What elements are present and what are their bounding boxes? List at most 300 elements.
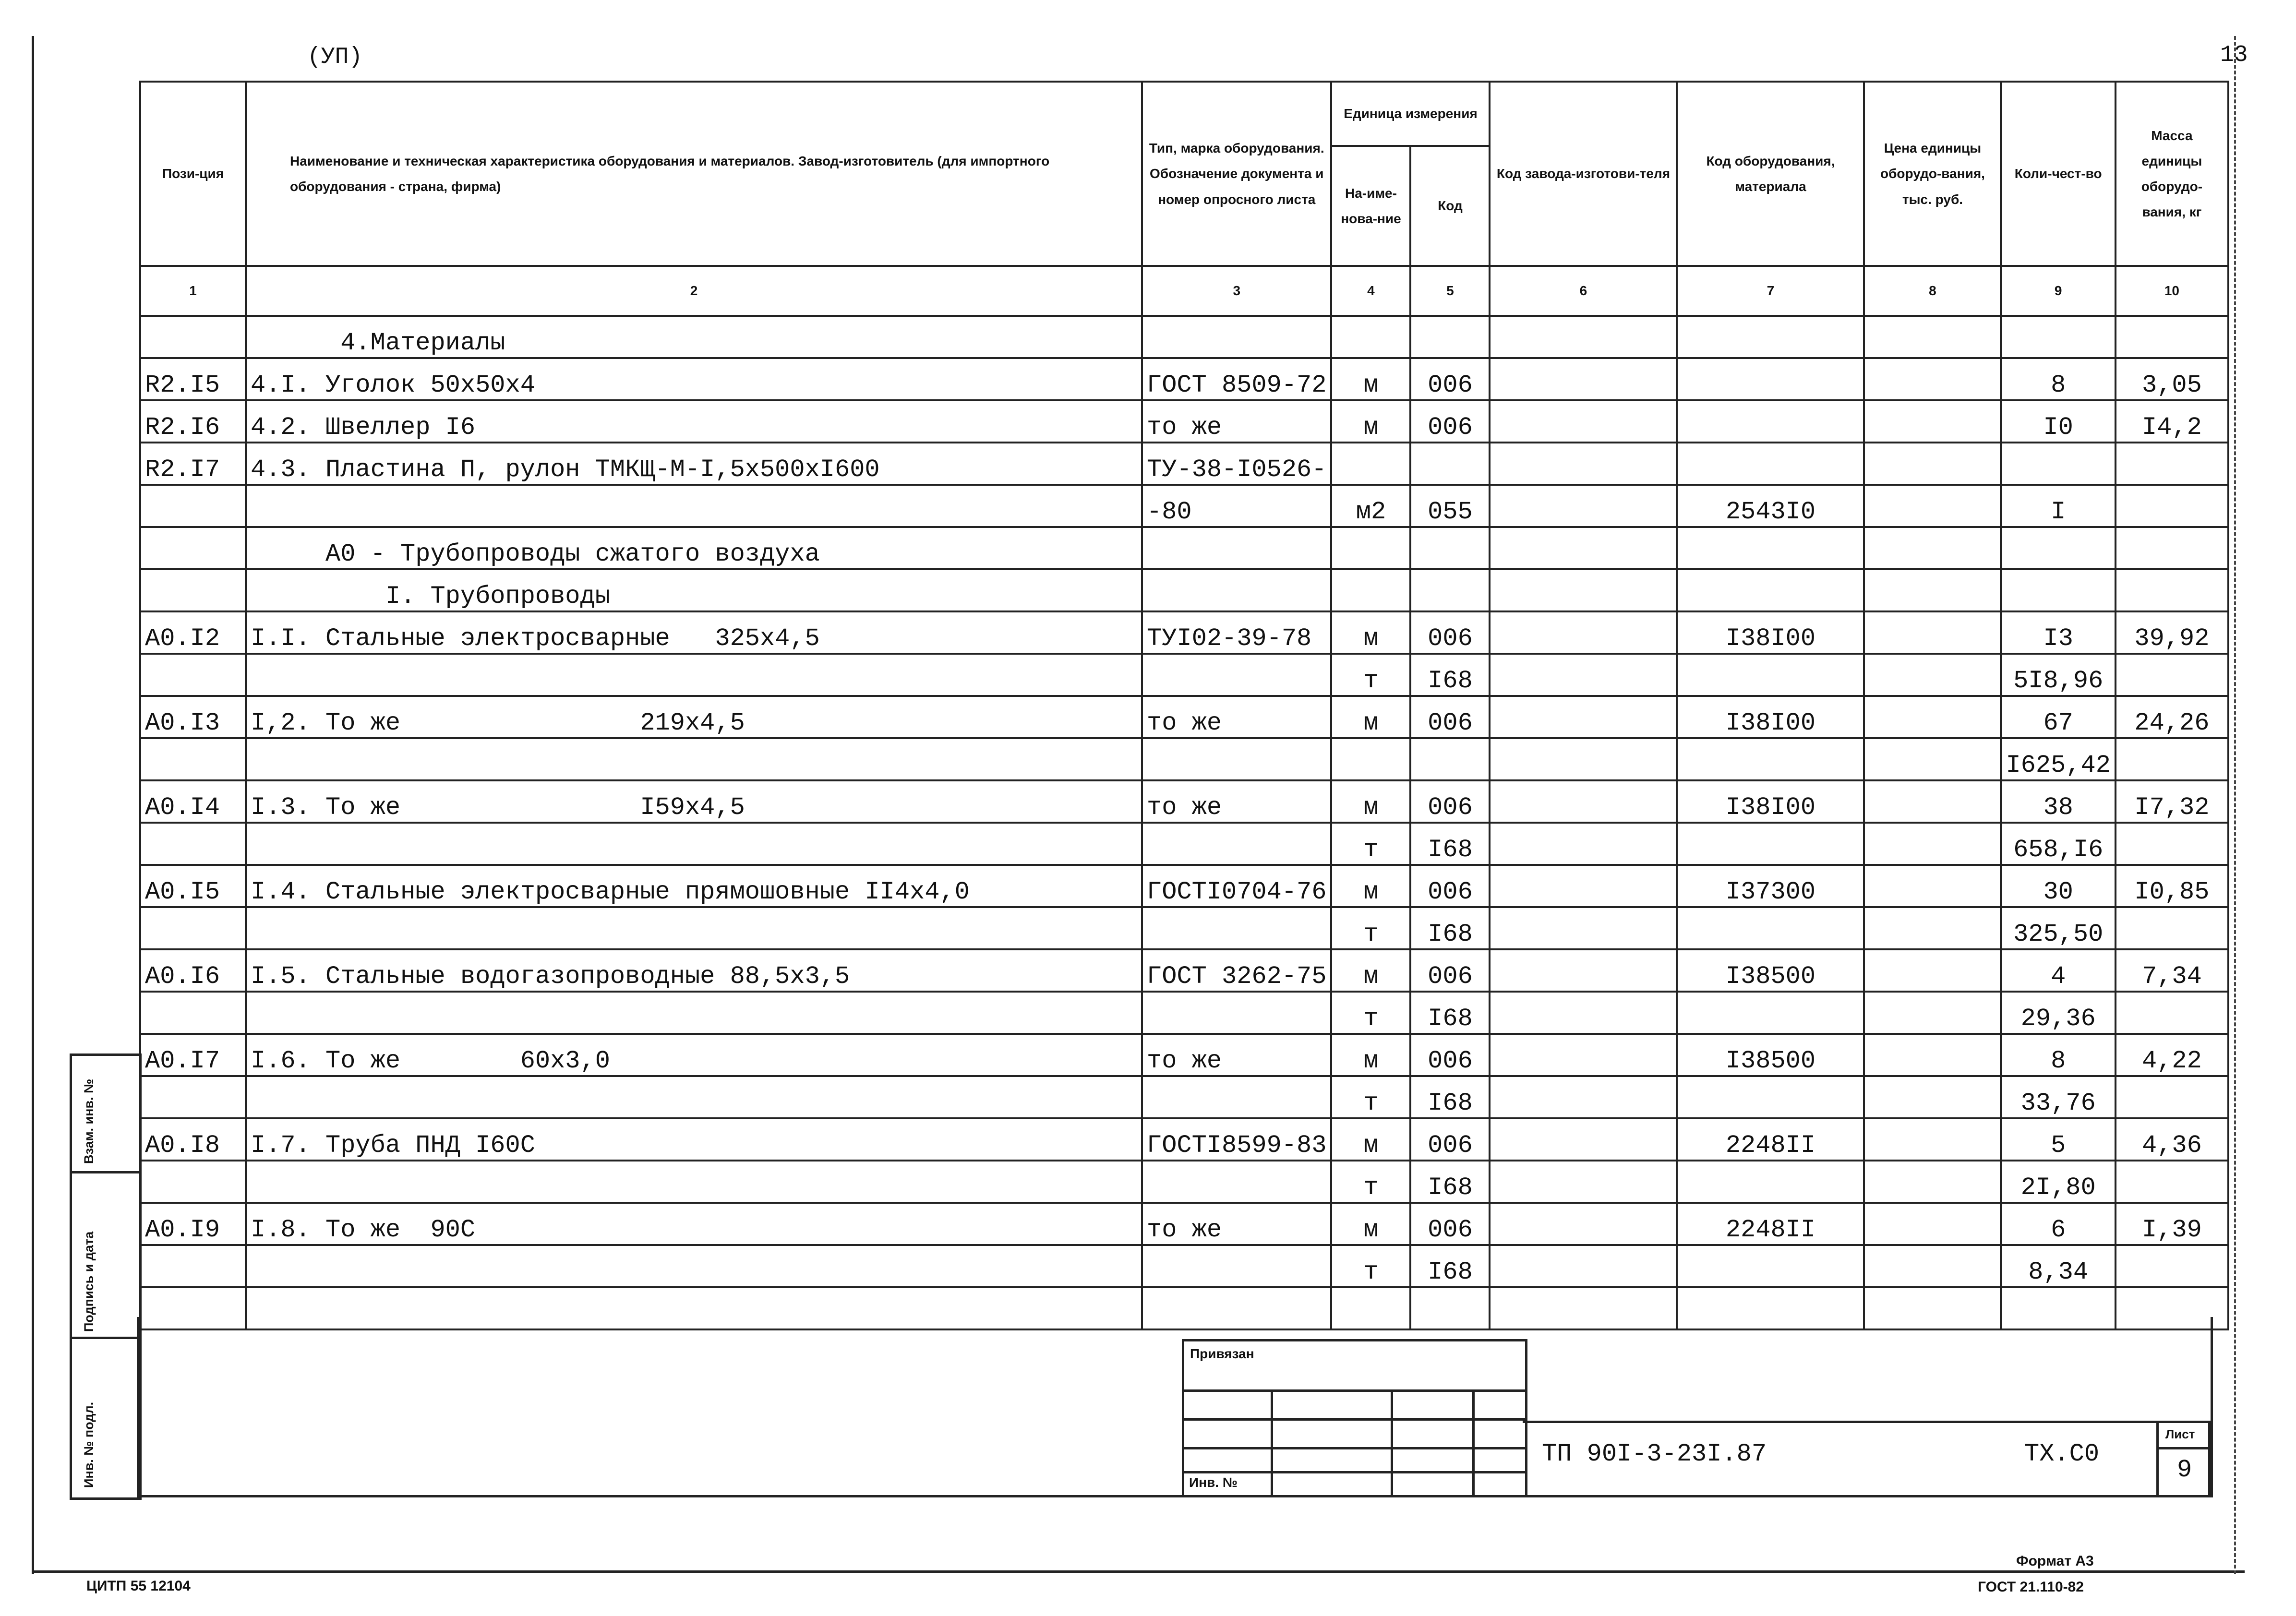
cell-factory-code <box>1490 316 1677 358</box>
cell-material-code <box>1677 358 1864 400</box>
table-row <box>140 1245 2228 1287</box>
cell-type <box>1142 992 1331 1034</box>
col-number: 5 <box>1410 266 1490 316</box>
cell-unit-code: I68 <box>1410 654 1490 696</box>
table-row <box>140 358 2228 400</box>
form-code: (УП) <box>307 44 363 70</box>
cell-material-code: I38I00 <box>1677 780 1864 823</box>
cell-unit: т <box>1331 992 1410 1034</box>
cell-mass: 3,05 <box>2116 358 2228 400</box>
cell-price <box>1864 949 2001 992</box>
cell-unit: т <box>1331 1161 1410 1203</box>
cell-material-code: I38500 <box>1677 949 1864 992</box>
cell-mass <box>2116 1076 2228 1118</box>
cell-factory-code <box>1490 400 1677 443</box>
col-number: 4 <box>1331 266 1410 316</box>
cell-position: R2.I7 <box>140 443 246 485</box>
cell-name: I.3. То же I59х4,5 <box>246 780 1142 823</box>
cell-mass <box>2116 443 2228 485</box>
cell-type: ГОСТ 8509-72 <box>1142 358 1331 400</box>
cell-unit-code <box>1410 443 1490 485</box>
table-row <box>140 865 2228 907</box>
col-number: 1 <box>140 266 246 316</box>
table-row <box>140 1161 2228 1203</box>
table-row <box>140 654 2228 696</box>
col-number: 7 <box>1677 266 1864 316</box>
cell-material-code <box>1677 1161 1864 1203</box>
format-label: Формат А3 <box>2016 1553 2094 1569</box>
cell-type: то же <box>1142 696 1331 738</box>
cell-type <box>1142 527 1331 569</box>
cell-material-code <box>1677 400 1864 443</box>
inv-number-label: Инв. № <box>1189 1475 1238 1490</box>
cell-price <box>1864 1034 2001 1076</box>
cell-position: А0.I6 <box>140 949 246 992</box>
header-unit-name: На-име-нова-ние <box>1331 146 1410 266</box>
cell-price <box>1864 1245 2001 1287</box>
document-code: ТП 90I-3-23I.87 <box>1542 1440 1767 1468</box>
cell-type: ГОСТI8599-83 <box>1142 1118 1331 1161</box>
cell-unit: т <box>1331 654 1410 696</box>
cell-position <box>140 823 246 865</box>
cell-price <box>1864 865 2001 907</box>
cell-price <box>1864 485 2001 527</box>
cell-type: то же <box>1142 780 1331 823</box>
cell-factory-code <box>1490 1034 1677 1076</box>
cell-unit-code: 006 <box>1410 400 1490 443</box>
cell-unit <box>1331 443 1410 485</box>
cell-material-code <box>1677 992 1864 1034</box>
cell-factory-code <box>1490 865 1677 907</box>
table-row <box>140 1076 2228 1118</box>
table-row <box>140 485 2228 527</box>
cell-name: I.5. Стальные водогазопроводные 88,5х3,5 <box>246 949 1142 992</box>
cell-quantity: 8 <box>2001 1034 2115 1076</box>
cell-name <box>246 907 1142 949</box>
cell-quantity <box>2001 569 2115 611</box>
table-row <box>140 949 2228 992</box>
cell-position <box>140 738 246 780</box>
sheet-divider <box>2159 1447 2211 1449</box>
cell-factory-code <box>1490 1245 1677 1287</box>
cell-price <box>1864 738 2001 780</box>
cell-factory-code <box>1490 1203 1677 1245</box>
cell-name: I,2. То же 219х4,5 <box>246 696 1142 738</box>
cell-factory-code <box>1490 1118 1677 1161</box>
cell-name <box>246 1161 1142 1203</box>
cell-unit-code <box>1410 569 1490 611</box>
col-number: 8 <box>1864 266 2001 316</box>
table-row <box>140 738 2228 780</box>
cell-name: I.7. Труба ПНД I60С <box>246 1118 1142 1161</box>
cell-quantity: 8,34 <box>2001 1245 2115 1287</box>
cell-quantity: 30 <box>2001 865 2115 907</box>
cell-name <box>246 485 1142 527</box>
header-material-code: Код оборудования, материала <box>1677 82 1864 266</box>
cell-name: I.4. Стальные электросварные прямошовные II4х4,0 <box>246 865 1142 907</box>
cell-factory-code <box>1490 780 1677 823</box>
cell-quantity: I625,42 <box>2001 738 2115 780</box>
cell-name: 4.2. Швеллер I6 <box>246 400 1142 443</box>
header-type: Тип, марка оборудования. Обозначение документа и номер опросного листа <box>1142 82 1331 266</box>
cell-unit: м <box>1331 358 1410 400</box>
table-row <box>140 316 2228 358</box>
cell-material-code <box>1677 1076 1864 1118</box>
cell-mass <box>2116 569 2228 611</box>
cell-quantity: I3 <box>2001 611 2115 654</box>
cell-unit: м2 <box>1331 485 1410 527</box>
cell-unit-code: I68 <box>1410 823 1490 865</box>
cell-mass <box>2116 823 2228 865</box>
table-row <box>140 569 2228 611</box>
cell-type: то же <box>1142 400 1331 443</box>
cell-position: А0.I2 <box>140 611 246 654</box>
cell-unit-code <box>1410 316 1490 358</box>
cell-mass <box>2116 1245 2228 1287</box>
cell-type: ГОСТ 3262-75 <box>1142 949 1331 992</box>
cell-unit <box>1331 738 1410 780</box>
cell-unit-code: I68 <box>1410 1076 1490 1118</box>
cell-factory-code <box>1490 992 1677 1034</box>
cell-position <box>140 907 246 949</box>
cell-unit: т <box>1331 823 1410 865</box>
cell-unit-code: I68 <box>1410 992 1490 1034</box>
cell-mass <box>2116 738 2228 780</box>
cell-quantity: 5I8,96 <box>2001 654 2115 696</box>
cell-position <box>140 527 246 569</box>
header-price: Цена единицы оборудо-вания, тыс. руб. <box>1864 82 2001 266</box>
cell-position: А0.I4 <box>140 780 246 823</box>
cell-name: 4.3. Пластина П, рулон ТМКЩ-М-I,5х500хI600 <box>246 443 1142 485</box>
title-block <box>1523 1421 2211 1497</box>
cell-name <box>246 823 1142 865</box>
header-unit-group: Единица измерения <box>1331 82 1490 146</box>
cell-type <box>1142 1245 1331 1287</box>
cell-position <box>140 316 246 358</box>
cell-mass <box>2116 527 2228 569</box>
side-stamp-inv-label: Инв. № подл. <box>82 1401 96 1488</box>
binding-block <box>1182 1339 1527 1497</box>
cell-unit-code: 006 <box>1410 780 1490 823</box>
cell-unit <box>1331 527 1410 569</box>
cell-price <box>1864 316 2001 358</box>
cell-type <box>1142 1161 1331 1203</box>
sheet-number: 9 <box>2177 1456 2192 1484</box>
cell-position: А0.I7 <box>140 1034 246 1076</box>
cell-mass <box>2116 907 2228 949</box>
cell-position <box>140 992 246 1034</box>
cell-unit-code: 006 <box>1410 1118 1490 1161</box>
header-quantity: Коли-чест-во <box>2001 82 2115 266</box>
cell-position <box>140 569 246 611</box>
binding-label: Привязан <box>1190 1346 1254 1361</box>
cell-position: А0.I8 <box>140 1118 246 1161</box>
cell-price <box>1864 696 2001 738</box>
cell-factory-code <box>1490 527 1677 569</box>
cell-price <box>1864 1203 2001 1245</box>
cell-unit-code: 006 <box>1410 696 1490 738</box>
cell-unit: м <box>1331 780 1410 823</box>
table-row <box>140 1203 2228 1245</box>
side-stamp-podpis <box>72 1173 139 1339</box>
cell-factory-code <box>1490 654 1677 696</box>
cell-quantity: 2I,80 <box>2001 1161 2115 1203</box>
cell-material-code: 2248II <box>1677 1118 1864 1161</box>
cell-name: I.8. То же 90С <box>246 1203 1142 1245</box>
cell-unit: м <box>1331 865 1410 907</box>
cell-name: I.I. Стальные электросварные 325х4,5 <box>246 611 1142 654</box>
cell-unit: м <box>1331 949 1410 992</box>
header-unit-code: Код <box>1410 146 1490 266</box>
cell-type <box>1142 316 1331 358</box>
header-factory-code: Код завода-изготови-теля <box>1490 82 1677 266</box>
cell-material-code: I38I00 <box>1677 696 1864 738</box>
document-mark: ТХ.С0 <box>2024 1440 2100 1468</box>
cell-name: А0 - Трубопроводы сжатого воздуха <box>246 527 1142 569</box>
cell-quantity <box>2001 443 2115 485</box>
side-stamp <box>70 1053 142 1500</box>
cell-price <box>1864 654 2001 696</box>
cell-quantity: 6 <box>2001 1203 2115 1245</box>
header-mass: Масса единицы оборудо-вания, кг <box>2116 82 2228 266</box>
cell-name: 4.I. Уголок 50х50х4 <box>246 358 1142 400</box>
specification-body <box>140 316 2228 1329</box>
table-row <box>140 1034 2228 1076</box>
cell-mass: I,39 <box>2116 1203 2228 1245</box>
side-stamp-podpis-label: Подпись и дата <box>82 1231 96 1332</box>
cell-quantity: 33,76 <box>2001 1076 2115 1118</box>
cell-unit: т <box>1331 907 1410 949</box>
cell-material-code: I38I00 <box>1677 611 1864 654</box>
cell-material-code: 2248II <box>1677 1203 1864 1245</box>
cell-type: ТУI02-39-78 <box>1142 611 1331 654</box>
cell-price <box>1864 527 2001 569</box>
sheet-box <box>2156 1423 2211 1495</box>
cell-position <box>140 1161 246 1203</box>
cell-name: I.6. То же 60х3,0 <box>246 1034 1142 1076</box>
cell-unit: м <box>1331 400 1410 443</box>
cell-unit: м <box>1331 696 1410 738</box>
cell-type: то же <box>1142 1034 1331 1076</box>
cell-material-code <box>1677 316 1864 358</box>
table-row <box>140 443 2228 485</box>
cell-type <box>1142 738 1331 780</box>
cell-price <box>1864 992 2001 1034</box>
cell-quantity: 8 <box>2001 358 2115 400</box>
cell-mass <box>2116 1161 2228 1203</box>
cell-mass <box>2116 316 2228 358</box>
cell-position: R2.I5 <box>140 358 246 400</box>
cell-material-code <box>1677 527 1864 569</box>
cell-factory-code <box>1490 611 1677 654</box>
cell-unit: м <box>1331 1034 1410 1076</box>
cell-price <box>1864 611 2001 654</box>
cell-unit-code: I68 <box>1410 1161 1490 1203</box>
side-stamp-vzam <box>72 1056 139 1173</box>
header-position: Пози-ция <box>140 82 246 266</box>
cell-position: А0.I3 <box>140 696 246 738</box>
binding-vline <box>1271 1389 1273 1495</box>
cell-quantity: I <box>2001 485 2115 527</box>
binding-vline <box>1391 1389 1393 1495</box>
footer-left-code: ЦИТП 55 12104 <box>86 1578 191 1594</box>
cell-quantity: 658,I6 <box>2001 823 2115 865</box>
col-number: 9 <box>2001 266 2115 316</box>
cell-unit-code <box>1410 527 1490 569</box>
cell-quantity: 5 <box>2001 1118 2115 1161</box>
cell-quantity: 38 <box>2001 780 2115 823</box>
cell-type <box>1142 1076 1331 1118</box>
gost-label: ГОСТ 21.110-82 <box>1978 1579 2084 1595</box>
cell-unit: т <box>1331 1076 1410 1118</box>
cell-material-code: I37300 <box>1677 865 1864 907</box>
col-number: 3 <box>1142 266 1331 316</box>
cell-mass: I0,85 <box>2116 865 2228 907</box>
cell-price <box>1864 1118 2001 1161</box>
cell-unit-code: I68 <box>1410 907 1490 949</box>
cell-unit: т <box>1331 1245 1410 1287</box>
cell-unit <box>1331 569 1410 611</box>
cell-mass: I4,2 <box>2116 400 2228 443</box>
cell-name <box>246 992 1142 1034</box>
table-row <box>140 907 2228 949</box>
cell-unit: м <box>1331 1118 1410 1161</box>
table-row <box>140 696 2228 738</box>
cell-price <box>1864 823 2001 865</box>
cell-position <box>140 1245 246 1287</box>
cell-unit-code: 006 <box>1410 1034 1490 1076</box>
page-number: 13 <box>2220 42 2248 68</box>
table-row <box>140 400 2228 443</box>
cell-quantity: 29,36 <box>2001 992 2115 1034</box>
cell-price <box>1864 780 2001 823</box>
cell-material-code <box>1677 443 1864 485</box>
cell-name: I. Трубопроводы <box>246 569 1142 611</box>
cell-mass: 4,22 <box>2116 1034 2228 1076</box>
cell-factory-code <box>1490 443 1677 485</box>
specification-table <box>139 81 2229 1330</box>
cell-price <box>1864 569 2001 611</box>
cell-unit-code: 006 <box>1410 611 1490 654</box>
sheet-frame-right <box>2234 36 2236 1574</box>
cell-unit-code: I68 <box>1410 1245 1490 1287</box>
cell-mass <box>2116 654 2228 696</box>
cell-unit-code: 006 <box>1410 1203 1490 1245</box>
cell-type: то же <box>1142 1203 1331 1245</box>
cell-position <box>140 1076 246 1118</box>
table-row <box>140 527 2228 569</box>
cell-unit <box>1331 316 1410 358</box>
cell-unit: м <box>1331 611 1410 654</box>
cell-factory-code <box>1490 485 1677 527</box>
cell-quantity <box>2001 316 2115 358</box>
col-number: 10 <box>2116 266 2228 316</box>
cell-material-code <box>1677 1245 1864 1287</box>
cell-material-code: I38500 <box>1677 1034 1864 1076</box>
cell-price <box>1864 1161 2001 1203</box>
table-row <box>140 1118 2228 1161</box>
cell-unit-code: 006 <box>1410 358 1490 400</box>
cell-factory-code <box>1490 1161 1677 1203</box>
cell-unit-code: 006 <box>1410 865 1490 907</box>
cell-factory-code <box>1490 569 1677 611</box>
cell-quantity: 325,50 <box>2001 907 2115 949</box>
cell-material-code <box>1677 823 1864 865</box>
cell-mass <box>2116 485 2228 527</box>
cell-position: А0.I9 <box>140 1203 246 1245</box>
header-name: Наименование и техническая характеристика оборудования и материалов. Завод-изготовитель (для импортного оборудования - страна, фирма) <box>246 82 1142 266</box>
cell-quantity: 67 <box>2001 696 2115 738</box>
cell-price <box>1864 907 2001 949</box>
cell-factory-code <box>1490 949 1677 992</box>
cell-price <box>1864 358 2001 400</box>
cell-quantity: 4 <box>2001 949 2115 992</box>
cell-name <box>246 1245 1142 1287</box>
sheet-label: Лист <box>2165 1427 2195 1441</box>
side-stamp-vzam-label: Взам. инв. № <box>82 1078 96 1164</box>
cell-type <box>1142 907 1331 949</box>
col-number: 6 <box>1490 266 1677 316</box>
cell-factory-code <box>1490 738 1677 780</box>
cell-mass: 39,92 <box>2116 611 2228 654</box>
cell-price <box>1864 443 2001 485</box>
cell-mass: I7,32 <box>2116 780 2228 823</box>
binding-vline <box>1472 1389 1475 1495</box>
cell-position <box>140 654 246 696</box>
cell-mass: 7,34 <box>2116 949 2228 992</box>
cell-unit-code: 055 <box>1410 485 1490 527</box>
cell-mass: 4,36 <box>2116 1118 2228 1161</box>
cell-factory-code <box>1490 1076 1677 1118</box>
cell-material-code <box>1677 907 1864 949</box>
cell-unit: м <box>1331 1203 1410 1245</box>
cell-position <box>140 485 246 527</box>
cell-factory-code <box>1490 696 1677 738</box>
cell-type: ТУ-38-I0526- <box>1142 443 1331 485</box>
cell-position: А0.I5 <box>140 865 246 907</box>
cell-name <box>246 654 1142 696</box>
cell-material-code <box>1677 654 1864 696</box>
cell-type <box>1142 569 1331 611</box>
cell-factory-code <box>1490 823 1677 865</box>
cell-factory-code <box>1490 907 1677 949</box>
table-row <box>140 611 2228 654</box>
cell-name: 4.Материалы <box>246 316 1142 358</box>
cell-factory-code <box>1490 358 1677 400</box>
cell-name <box>246 738 1142 780</box>
table-row <box>140 780 2228 823</box>
sheet-frame-bottom <box>32 1570 2245 1573</box>
cell-type: -80 <box>1142 485 1331 527</box>
cell-material-code <box>1677 569 1864 611</box>
cell-position: R2.I6 <box>140 400 246 443</box>
cell-material-code: 2543I0 <box>1677 485 1864 527</box>
cell-unit-code <box>1410 738 1490 780</box>
cell-material-code <box>1677 738 1864 780</box>
side-stamp-inv <box>72 1339 139 1493</box>
cell-unit-code: 006 <box>1410 949 1490 992</box>
cell-type: ГОСТI0704-76 <box>1142 865 1331 907</box>
cell-quantity: I0 <box>2001 400 2115 443</box>
cell-quantity <box>2001 527 2115 569</box>
cell-price <box>1864 1076 2001 1118</box>
table-row <box>140 992 2228 1034</box>
table-row <box>140 823 2228 865</box>
cell-type <box>1142 823 1331 865</box>
cell-price <box>1864 400 2001 443</box>
cell-name <box>246 1076 1142 1118</box>
cell-type <box>1142 654 1331 696</box>
